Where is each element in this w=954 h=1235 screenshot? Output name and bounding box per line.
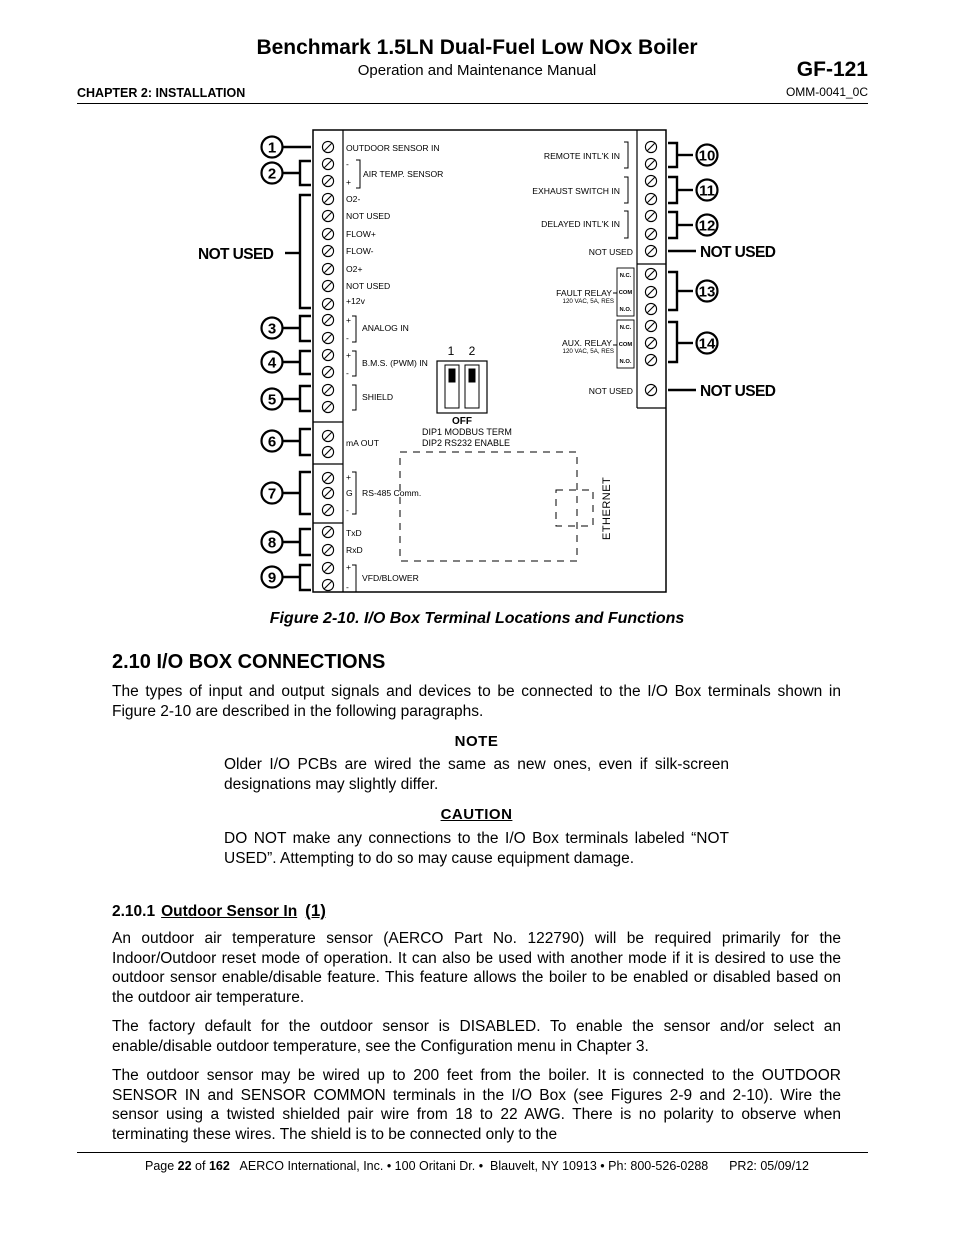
- label-air-temp-plus: +: [346, 177, 352, 187]
- fault-contact-2: N.O.: [619, 307, 632, 313]
- label-not-used-r2: NOT USED: [588, 386, 633, 396]
- callout-12-bracket: [668, 212, 677, 238]
- callout-14-bracket: [668, 322, 677, 362]
- not-used-left-bracket: [300, 195, 311, 308]
- chapter-label: CHAPTER 2: INSTALLATION: [77, 86, 246, 100]
- label-txd: TxD: [346, 528, 362, 538]
- terminal-screw-slot: [324, 265, 331, 272]
- label-vfd-minus: -: [346, 582, 349, 592]
- terminal-screw-slot: [647, 230, 654, 237]
- terminal-screw-slot: [324, 351, 331, 358]
- label-outdoor-sensor-in: OUTDOOR SENSOR IN: [346, 143, 440, 153]
- terminal-screw-slot: [324, 230, 331, 237]
- terminal-screw-slot: [647, 160, 654, 167]
- label-bms-pwm-in: B.M.S. (PWM) IN: [362, 358, 428, 368]
- section-heading: 2.10 I/O BOX CONNECTIONS: [112, 651, 386, 673]
- fault-contact-0: N.C.: [619, 273, 632, 279]
- not-used-right-1: NOT USED: [700, 244, 776, 261]
- callout-10: 10: [698, 147, 716, 165]
- callout-5-bracket: [300, 386, 311, 411]
- document-subtitle: Operation and Maintenance Manual: [357, 62, 597, 79]
- callout-6-bracket: [300, 429, 311, 455]
- footer-rule: [77, 1152, 868, 1153]
- subsection-ref: (1): [305, 901, 326, 920]
- label-12v: +12v: [346, 296, 365, 306]
- callout-8-bracket: [300, 529, 311, 555]
- terminal-screw-slot: [647, 247, 654, 254]
- footer-page-number: 22: [177, 1159, 192, 1173]
- label-aux-relay-rating: 120 VAC, 5A, RES: [562, 348, 614, 355]
- callout-7: 7: [267, 485, 277, 503]
- terminal-screw-slot: [647, 195, 654, 202]
- terminal-screw-slot: [647, 339, 654, 346]
- subsection-heading: [112, 901, 326, 921]
- callout-11: 11: [699, 182, 715, 200]
- aux-contact-1: COM: [618, 342, 633, 348]
- callout-5: 5: [267, 391, 277, 409]
- label-flow-minus: FLOW-: [346, 246, 374, 256]
- callout-9-bracket: [300, 565, 311, 590]
- terminal-screw-slot: [324, 177, 331, 184]
- subsection-title: Outdoor Sensor In: [161, 903, 298, 920]
- label-exhaust-switch-in: EXHAUST SWITCH IN: [532, 186, 620, 196]
- terminal-screw-slot: [324, 300, 331, 307]
- paragraph-2: The factory default for the outdoor sensor is DISABLED. To enable the sensor and/or select an enable/disable outdoor temperature, see the Configuration menu in Chapter 3.: [112, 1018, 841, 1055]
- io-box-diagram: [0, 120, 954, 605]
- label-not-used-1: NOT USED: [346, 211, 391, 221]
- terminal-screw-slot: [324, 546, 331, 553]
- terminal-screw-slot: [647, 143, 654, 150]
- label-fault-relay-rating: 120 VAC, 5A, RES: [562, 298, 614, 305]
- callout-3: 3: [267, 320, 277, 338]
- analog-bracket: [352, 316, 356, 342]
- terminal-screw-slot: [324, 247, 331, 254]
- document-number: OMM-0041_0C: [785, 85, 868, 99]
- note-heading: NOTE: [454, 733, 499, 750]
- footer-page-prefix: Page: [144, 1159, 178, 1173]
- terminal-screw-slot: [324, 506, 331, 513]
- label-rs485-comm: RS-485 Comm.: [362, 488, 422, 498]
- figure-caption: Figure 2-10. I/O Box Terminal Locations and Functions: [269, 610, 685, 627]
- label-analog-in: ANALOG IN: [362, 323, 409, 333]
- label-ma-out: mA OUT: [346, 438, 379, 448]
- fault-contact-1: COM: [618, 290, 633, 296]
- terminal-screw-slot: [324, 160, 331, 167]
- caution-heading-wrap: [224, 806, 729, 823]
- callout-1: 1: [267, 139, 277, 157]
- terminal-screw-slot: [324, 282, 331, 289]
- dip-number-2: 2: [468, 344, 476, 358]
- terminal-screw-slot: [324, 334, 331, 341]
- terminal-screw-slot: [324, 474, 331, 481]
- delayed-intlk-bracket: [624, 211, 628, 238]
- dip-number-1: 1: [447, 344, 455, 358]
- callout-2: 2: [267, 165, 277, 183]
- terminal-screw-slot: [324, 143, 331, 150]
- label-rs485-plus: +: [346, 472, 352, 482]
- subsection-number: 2.10.1: [112, 903, 156, 920]
- label-vfd-blower: VFD/BLOWER: [362, 573, 419, 583]
- page-footer: [0, 1159, 954, 1173]
- terminal-screw-slot: [324, 581, 331, 588]
- exhaust-bracket: [624, 177, 628, 203]
- terminal-screw-slot: [324, 448, 331, 455]
- callout-14: 14: [698, 335, 716, 353]
- document-title: Benchmark 1.5LN Dual-Fuel Low NOx Boiler: [256, 36, 698, 59]
- shield-bracket: [352, 385, 356, 410]
- label-air-temp-sensor: AIR TEMP. SENSOR: [363, 169, 444, 179]
- terminal-screw-slot: [324, 489, 331, 496]
- callout-3-bracket: [300, 316, 311, 341]
- terminal-screw-slot: [324, 368, 331, 375]
- terminal-screw-slot: [647, 177, 654, 184]
- callout-12: 12: [698, 217, 716, 235]
- footer-of: of: [191, 1159, 209, 1173]
- callout-11-bracket: [668, 177, 677, 203]
- remote-intlk-bracket: [624, 142, 628, 168]
- terminal-screw-slot: [647, 288, 654, 295]
- header-rule: [77, 103, 868, 104]
- label-fault-relay: FAULT RELAY: [556, 288, 612, 298]
- label-air-temp-minus: -: [346, 159, 349, 169]
- label-analog-minus: -: [346, 333, 349, 343]
- label-shield: SHIELD: [362, 392, 394, 402]
- label-remote-intlk-in: REMOTE INTL'K IN: [543, 151, 620, 161]
- footer-page-total: 162: [208, 1159, 230, 1173]
- label-rxd: RxD: [346, 545, 363, 555]
- terminal-screw-slot: [647, 305, 654, 312]
- terminal-screw-slot: [647, 270, 654, 277]
- label-flow-plus: FLOW+: [346, 229, 376, 239]
- ethernet-label: ETHERNET: [601, 476, 613, 540]
- terminal-screw-slot: [647, 386, 654, 393]
- label-aux-relay: AUX. RELAY: [562, 338, 612, 348]
- callout-8: 8: [267, 534, 277, 552]
- callout-13-bracket: [668, 272, 677, 310]
- document-code: GF-121: [796, 58, 868, 81]
- dip-off-label: OFF: [452, 416, 472, 427]
- label-rs485-g: G: [346, 488, 353, 498]
- callout-13: 13: [698, 283, 716, 301]
- label-analog-plus: +: [346, 315, 352, 325]
- terminal-screw-slot: [647, 322, 654, 329]
- terminal-screw-slot: [324, 316, 331, 323]
- vfd-bracket: [352, 565, 356, 592]
- terminal-screw-slot: [324, 195, 331, 202]
- label-o2-minus: O2-: [346, 194, 361, 204]
- terminal-screw-slot: [324, 564, 331, 571]
- note-text: Older I/O PCBs are wired the same as new ones, even if silk-screen designations may slightly differ.: [224, 756, 729, 793]
- terminal-screw-slot: [647, 212, 654, 219]
- label-vfd-plus: +: [346, 562, 352, 572]
- not-used-right-2: NOT USED: [700, 383, 776, 400]
- paragraph-3: The outdoor sensor may be wired up to 200 feet from the boiler. It is connected to the OUTDOOR SENSOR IN and SENSOR COMMON terminals in the I/O Box (see Figures 2-9 and 2-10). Wire the sensor using a twisted shielded pair wire from 18 to 22 AWG. There is no polarity to observe when terminating these wires. The shield is to be connected only to the: [112, 1067, 841, 1143]
- label-bms-minus: -: [346, 368, 349, 378]
- dip2-legend: DIP2 RS232 ENABLE: [422, 438, 511, 448]
- footer-company: AERCO International, Inc. • 100 Oritani Dr. • Blauvelt, NY 10913 • Ph: 800-526-0288 PR2: 05/09/12: [229, 1159, 809, 1173]
- callout-6: 6: [267, 433, 277, 451]
- caution-heading: CAUTION: [440, 806, 513, 823]
- terminal-screw-slot: [324, 403, 331, 410]
- caution-text: DO NOT make any connections to the I/O Box terminals labeled “NOT USED”. Attempting to do so may cause equipment damage.: [224, 830, 729, 867]
- label-not-used-2: NOT USED: [346, 281, 391, 291]
- label-bms-plus: +: [346, 350, 352, 360]
- callout-4-bracket: [300, 351, 311, 374]
- aux-contact-0: N.C.: [619, 325, 632, 331]
- bms-bracket: [352, 351, 356, 376]
- label-not-used-r1: NOT USED: [588, 247, 633, 257]
- callout-2-bracket: [300, 161, 311, 185]
- aux-contact-2: N.O.: [619, 359, 632, 365]
- air-temp-bracket: [356, 160, 360, 188]
- section-intro: The types of input and output signals and devices to be connected to the I/O Box terminals shown in Figure 2-10 are described in the following paragraphs.: [112, 683, 841, 720]
- terminal-screw-slot: [324, 386, 331, 393]
- callout-10-bracket: [668, 143, 677, 167]
- terminal-screw-slot: [647, 356, 654, 363]
- callout-7-bracket: [300, 472, 311, 514]
- terminal-screw-slot: [324, 212, 331, 219]
- callout-4: 4: [267, 354, 277, 372]
- callout-9: 9: [267, 569, 277, 587]
- label-delayed-intlk-in: DELAYED INTL'K IN: [541, 219, 620, 229]
- label-rs485-minus: -: [346, 505, 349, 515]
- terminal-screw-slot: [324, 432, 331, 439]
- not-used-left: NOT USED: [198, 246, 274, 263]
- paragraph-1: An outdoor air temperature sensor (AERCO Part No. 122790) will be required primarily for the Indoor/Outdoor reset mode of operation. It can also be used with another mode if it is desired to use the outdoor sensor enable/disable feature. This feature allows the boiler to be enabled or disabled based on the outdoor air temperature.: [112, 930, 841, 1006]
- label-o2-plus: O2+: [346, 264, 363, 274]
- terminal-screw-slot: [324, 528, 331, 535]
- dip1-legend: DIP1 MODBUS TERM: [422, 427, 512, 437]
